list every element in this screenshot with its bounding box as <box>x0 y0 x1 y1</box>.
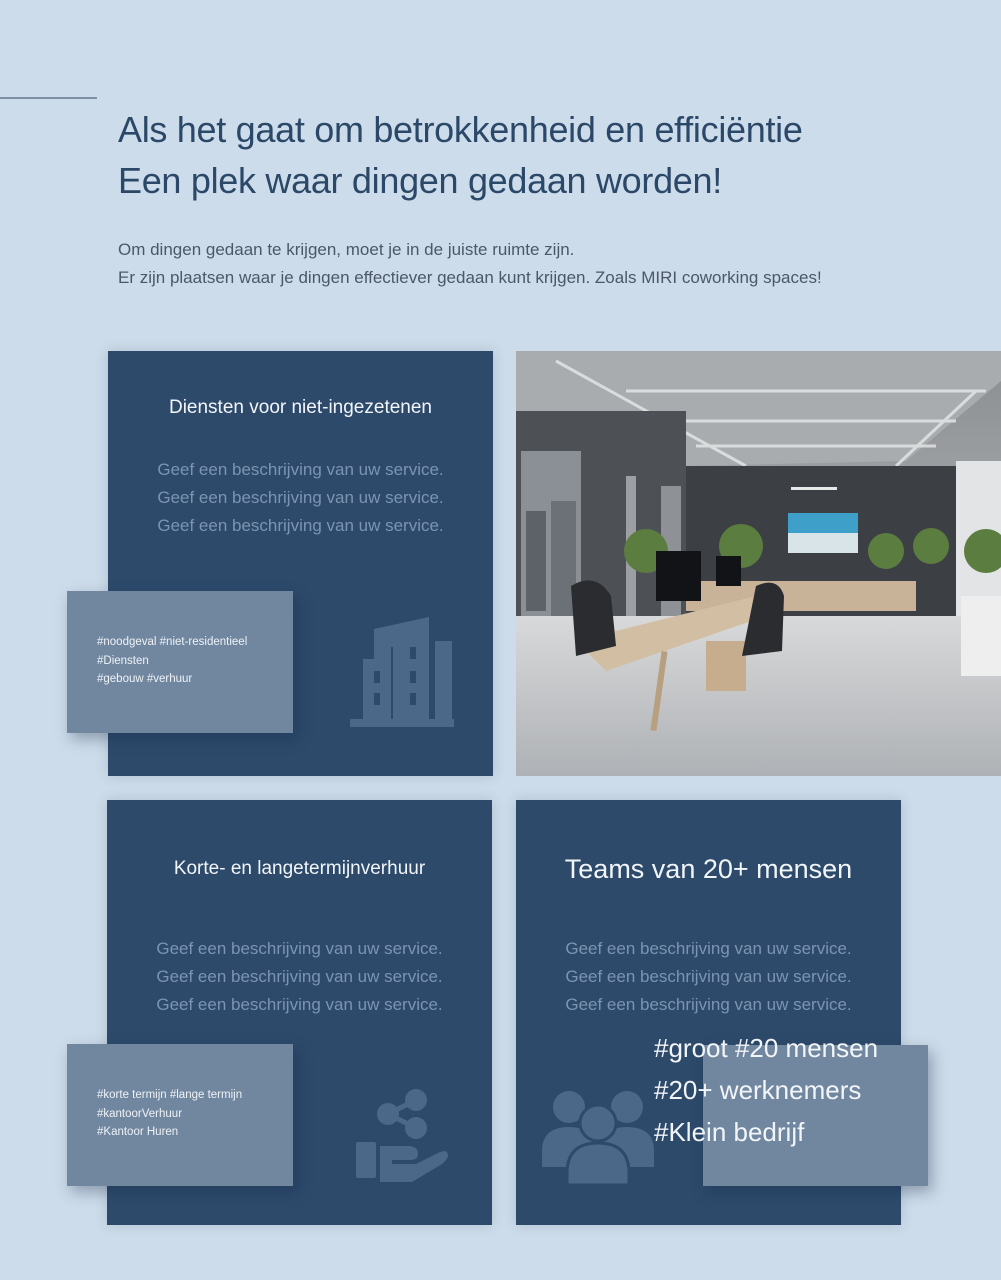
tag-line: #Diensten <box>97 654 149 667</box>
headline-line-2: Een plek waar dingen gedaan worden! <box>118 160 722 201</box>
tag-line: #Kantoor Huren <box>97 1126 179 1138</box>
tag-lines-teams <box>654 1027 878 1153</box>
accent-line <box>0 97 97 99</box>
desc-line: Geef een beschrijving van uw service. <box>156 967 443 986</box>
hand-share-icon <box>356 1088 451 1184</box>
office-photo-illustration <box>516 351 1001 776</box>
headline-line-1: Als het gaat om betrokkenheid en efficiëntie <box>118 109 803 150</box>
tag-line: #groot #20 mensen <box>654 1033 879 1063</box>
desc-line: Geef een beschrijving van uw service. <box>156 939 443 958</box>
desc-line: Geef een beschrijving van uw service. <box>565 939 852 958</box>
tag-line: #noodgeval #niet-residentieel <box>97 636 248 648</box>
tag-line: #kantoorVerhuur <box>97 1107 183 1120</box>
card-description <box>516 935 901 1019</box>
tag-line: #korte termijn #lange termijn <box>97 1089 243 1101</box>
office-photo <box>516 351 1001 776</box>
desc-line: Geef een beschrijving van uw service. <box>156 995 443 1014</box>
team-users-icon <box>542 1091 654 1187</box>
desc-line: Geef een beschrijving van uw service. <box>565 967 852 986</box>
tag-box-non-residents <box>67 591 293 733</box>
card-title: Diensten voor niet-ingezetenen <box>168 397 432 418</box>
tag-line: #gebouw #verhuur <box>97 673 193 685</box>
tag-box-rental <box>67 1044 293 1186</box>
card-description <box>107 935 492 1019</box>
desc-line: Geef een beschrijving van uw service. <box>157 488 444 507</box>
building-icon <box>350 617 454 729</box>
card-title: Teams van 20+ mensen <box>564 854 853 884</box>
desc-line: Geef een beschrijving van uw service. <box>157 460 444 479</box>
tag-line: #Klein bedrijf <box>654 1117 805 1147</box>
page-headline <box>118 104 918 206</box>
desc-line: Geef een beschrijving van uw service. <box>157 516 444 535</box>
tag-line: #20+ werknemers <box>654 1075 862 1105</box>
card-title: Korte- en langetermijnverhuur <box>173 858 426 879</box>
intro-line-2: Er zijn plaatsen waar je dingen effectiever gedaan kunt krijgen. Zoals MIRI coworking spaces! <box>118 268 822 287</box>
desc-line: Geef een beschrijving van uw service. <box>565 995 852 1014</box>
intro-line-1: Om dingen gedaan te krijgen, moet je in de juiste ruimte zijn. <box>118 240 575 259</box>
intro-text <box>118 236 958 292</box>
card-description <box>108 456 493 540</box>
